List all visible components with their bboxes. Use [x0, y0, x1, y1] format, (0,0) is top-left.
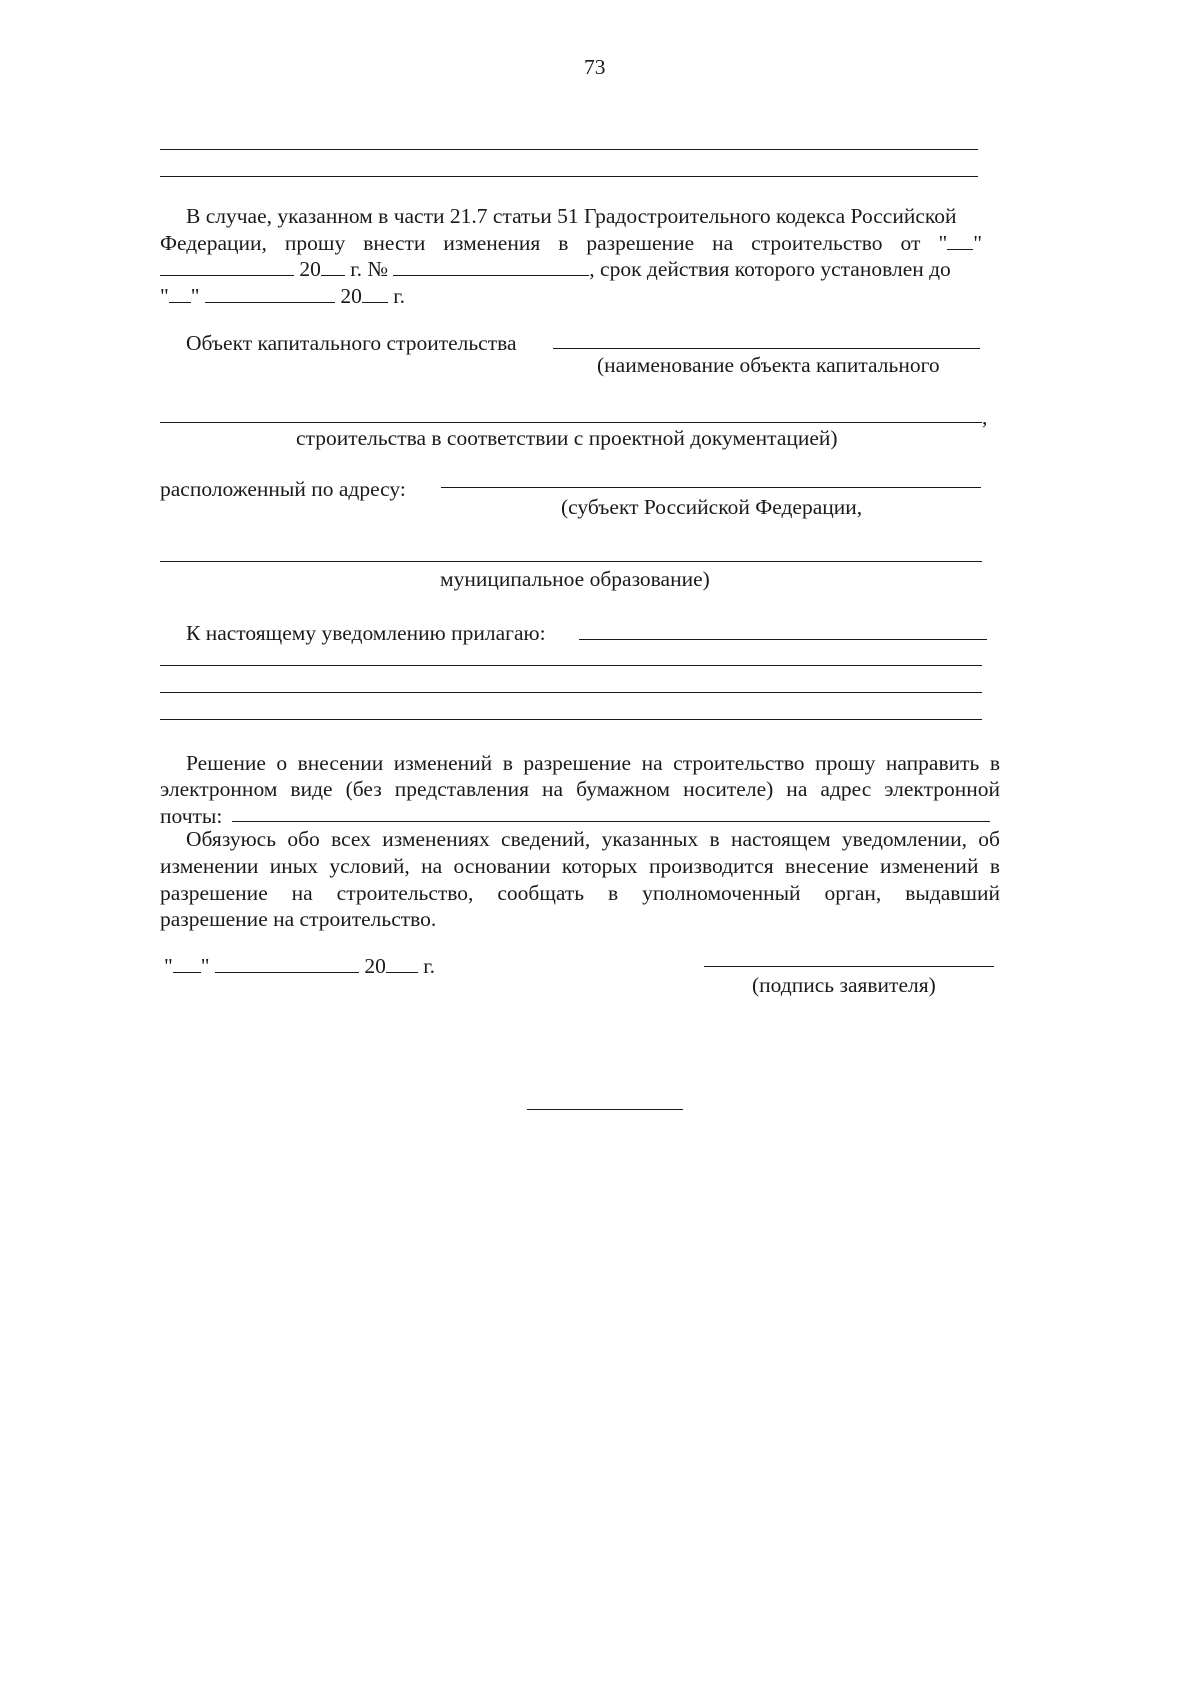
signature-hint: (подпись заявителя) [752, 973, 936, 997]
attachments-field[interactable] [160, 665, 982, 666]
applicant-signature-field[interactable] [704, 966, 994, 967]
object-name-field[interactable] [553, 348, 980, 349]
validity-year-suffix: г. [393, 284, 405, 308]
signature-date [164, 953, 435, 979]
attachments-field[interactable] [160, 692, 982, 693]
request-line-2-text: Федерации, прошу внести изменения в разрешение на строительство от [160, 231, 921, 255]
attachments-field[interactable] [579, 639, 987, 640]
object-name-field-continued[interactable] [160, 422, 982, 423]
signature-year-field[interactable] [386, 953, 418, 973]
address-subject-field[interactable] [441, 487, 981, 488]
address-hint-1: (субъект Российской Федерации, [561, 495, 863, 519]
object-label: Объект капитального строительства [186, 331, 517, 355]
signature-year-prefix: 20 [364, 954, 386, 978]
decision-line-3: почты: [160, 804, 223, 828]
decision-line-2: электронном виде (без представления на бумажном носителе) на адрес электронной [160, 777, 1000, 801]
validity-text: , срок действия которого установлен до [589, 257, 951, 281]
date-year-field[interactable] [321, 256, 345, 276]
request-line-4 [160, 283, 405, 309]
obligation-line-1: Обязуюсь обо всех изменениях сведений, указанных в настоящем уведомлении, об [186, 827, 1000, 851]
blank-line [160, 176, 978, 177]
address-label: расположенный по адресу: [160, 477, 406, 501]
signature-day-field[interactable]: " " [164, 954, 210, 978]
validity-year-prefix: 20 [340, 284, 362, 308]
object-hint-2: строительства в соответствии с проектной документацией) [296, 426, 838, 450]
date-year-prefix: 20 [299, 257, 321, 281]
request-line-1: В случае, указанном в части 21.7 статьи 51 Градостроительного кодекса Российской [186, 204, 957, 228]
request-line-3 [160, 256, 951, 282]
obligation-line-2: изменении иных условий, на основании которых производится внесение изменений в [160, 854, 1000, 878]
validity-year-field[interactable] [362, 283, 388, 303]
address-hint-2: муниципальное образование) [440, 567, 710, 591]
permit-number-label: г. № [350, 257, 388, 281]
signature-month-field[interactable] [215, 953, 359, 973]
object-comma: , [982, 405, 988, 429]
signature-year-suffix: г. [423, 954, 435, 978]
obligation-line-4: разрешение на строительство. [160, 907, 437, 931]
blank-line [160, 149, 978, 150]
attachments-field[interactable] [160, 719, 982, 720]
email-field[interactable] [232, 821, 990, 822]
attachments-label: К настоящему уведомлению прилагаю: [186, 621, 546, 645]
decision-line-1: Решение о внесении изменений в разрешение на строительство прошу направить в [186, 751, 1000, 775]
closing-separator [527, 1109, 683, 1110]
validity-month-field[interactable] [205, 283, 335, 303]
page-number: 73 [584, 55, 606, 79]
permit-number-field[interactable] [393, 256, 589, 276]
date-day-field[interactable]: " " [938, 231, 982, 255]
obligation-line-3: разрешение на строительство, сообщать в уполномоченный орган, выдавший [160, 881, 1000, 905]
date-month-field[interactable] [160, 256, 294, 276]
validity-day-field[interactable]: " " [160, 284, 200, 308]
address-municipality-field[interactable] [160, 561, 982, 562]
object-hint-1: (наименование объекта капитального [597, 353, 940, 377]
request-line-2 [160, 230, 982, 256]
